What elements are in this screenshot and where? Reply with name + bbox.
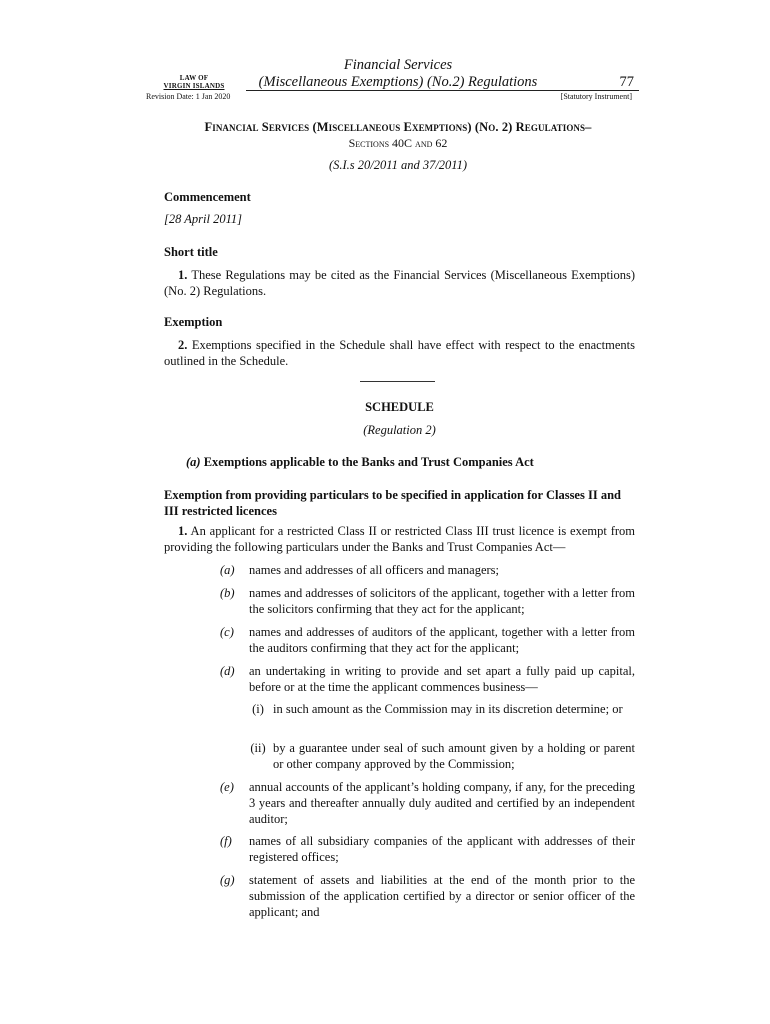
subitem-label: (i) [252,702,264,716]
subitem-label: (ii) [250,741,266,755]
item-text: an undertaking in writing to provide and set apart a fully paid up capital, before or at the time the applicant commences business— [249,664,635,694]
schedule-para-text: An applicant for a restricted Class II or restricted Class III trust licence is exempt from providing the following particulars under the Banks and Trust Companies Act— [164,524,635,554]
si-references: (S.I.s 20/2011 and 37/2011) [328,158,468,172]
subitem-text: by a guarantee under seal of such amount given by a holding or parent or other company approved by the Commission; [273,741,635,771]
item-text: statement of assets and liabilities at the end of the month prior to the submission of the application certified by a director or senior officer of the applicant; and [249,873,635,919]
short-title-paragraph [164,267,635,299]
item-text: names and addresses of solicitors of the applicant, together with a letter from the solicitors confirming that they act for the applicant; [249,586,635,616]
commencement-heading: Commencement [164,190,251,204]
list-item [220,624,635,656]
sub-list-item [244,740,635,772]
schedule-paragraph-1 [164,523,635,555]
subitem-text: in such amount as the Commission may in its discretion determine; or [273,702,623,716]
item-label: (f) [220,834,232,848]
item-label: (d) [220,664,235,678]
item-label: (e) [220,780,234,794]
item-label: (b) [220,586,235,600]
law-of-text: LAW OF [179,74,209,82]
schedule-para-number: 1. [178,524,188,538]
item-text: names of all subsidiary companies of the applicant with addresses of their registered offices; [249,834,635,864]
section-a-title: Exemptions applicable to the Banks and Trust Companies Act [203,455,534,469]
item-text: names and addresses of all officers and managers; [249,563,500,577]
schedule-heading: SCHEDULE [365,400,434,414]
item-label: (a) [220,563,235,577]
list-item [220,833,635,865]
short-title-number: 1. [178,268,188,282]
exemption-number: 2. [178,338,188,352]
header-rule [246,90,639,91]
exemption-text: Exemptions specified in the Schedule shall have effect with respect to the enactments outlined in the Schedule. [164,338,636,368]
section-divider [360,381,435,382]
schedule-subheading: Exemption from providing particulars to be specified in application for Classes II and III restricted licences [164,488,621,518]
document-sections: Sections 40C and 62 [348,136,448,150]
item-text: names and addresses of auditors of the applicant, together with a letter from the auditors confirming that they act for the applicant; [249,625,635,655]
virgin-islands-text: VIRGIN ISLANDS [163,82,225,90]
law-of-virgin-islands-label [160,74,228,90]
list-item [220,779,635,827]
short-title-text: These Regulations may be cited as the Financial Services (Miscellaneous Exemptions) (No. 2) Regulations. [164,268,635,298]
page-number: 77 [619,74,634,90]
short-title-heading: Short title [164,245,218,259]
header-title-line1: Financial Services [343,57,453,73]
exemption-paragraph [164,337,635,369]
list-item [220,663,635,695]
section-a-label: (a) [186,455,201,469]
sub-list-item [244,701,635,717]
item-text: annual accounts of the applicant’s holding company, if any, for the preceding 3 years and thereafter annually duly audited and certified by an independent auditor; [249,780,635,826]
list-item [220,585,635,617]
schedule-regulation: (Regulation 2) [363,423,436,437]
list-item [220,562,635,578]
exemption-heading: Exemption [164,315,223,329]
item-label: (c) [220,625,234,639]
document-title: Financial Services (Miscellaneous Exemptions) (No. 2) Regulations– [204,120,592,134]
commencement-date: [28 April 2011] [164,212,243,226]
list-item [220,872,635,920]
header-title-line2: (Miscellaneous Exemptions) (No.2) Regulations [258,74,538,90]
revision-date: Revision Date: 1 Jan 2020 [146,92,231,101]
item-label: (g) [220,873,235,887]
instrument-type: [Statutory Instrument] [560,92,632,101]
schedule-section-a [186,455,534,470]
